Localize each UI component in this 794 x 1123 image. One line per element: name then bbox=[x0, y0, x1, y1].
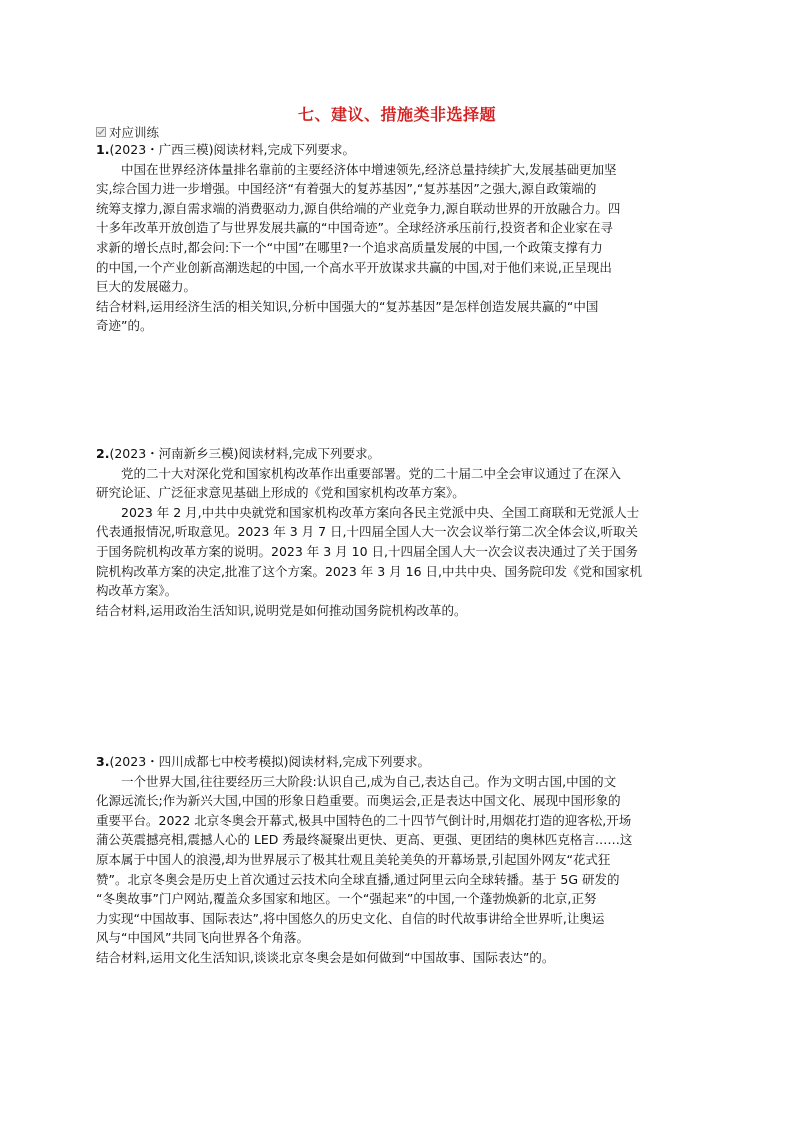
question-1 bbox=[96, 140, 696, 336]
question-source: (2023・四川成都七中校考模拟)阅读材料,完成下列要求。 bbox=[109, 754, 430, 769]
checkbox-icon bbox=[96, 127, 106, 137]
material-line: 蒲公英震撼亮相,震撼人心的 LED 秀最终凝聚出更快、更高、更强、更团结的奥林匹克格言……这 bbox=[96, 832, 633, 848]
material-line: 党的二十大对深化党和国家机构改革作出重要部署。党的二十届二中全会审议通过了在深入 bbox=[121, 465, 622, 481]
material-line: “冬奥故事”门户网站,覆盖众多国家和地区。一个“强起来”的中国,一个蓬勃焕新的北京,正努 bbox=[96, 891, 597, 907]
question-header bbox=[96, 752, 696, 772]
material-line: 赞”。北京冬奥会是历史上首次通过云技术向全球直播,通过阿里云向全球转播。基于 5G 研发的 bbox=[96, 871, 620, 887]
material-line: 实,综合国力进一步增强。中国经济“有着强大的复苏基因”,“复苏基因”之强大,源自政策端的 bbox=[96, 181, 597, 197]
material-line: 代表通报情况,听取意见。2023 年 3 月 7 日,十四届全国人大一次会议举行第二次全体会议,听取关 bbox=[96, 524, 639, 540]
material-line: 院机构改革方案的决定,批准了这个方案。2023 年 3 月 16 日,中共中央、国务院印发《党和国家机 bbox=[96, 563, 642, 579]
material-line: 中国在世界经济体量排名靠前的主要经济体中增速领先,经济总量持续扩大,发展基础更加坚 bbox=[121, 161, 617, 177]
training-label-row bbox=[96, 123, 159, 141]
material-line: 巨大的发展磁力。 bbox=[96, 279, 197, 295]
material-line: 统筹支撑力,源自需求端的消费驱动力,源自供给端的产业竞争力,源自联动世界的开放融合力。四 bbox=[96, 200, 621, 216]
task-line: 结合材料,运用经济生活的相关知识,分析中国强大的“复苏基因”是怎样创造发展共赢的“中国 bbox=[96, 298, 599, 314]
material-line: 原本属于中国人的浪漫,却为世界展示了极其壮观且美轮美奂的开幕场景,引起国外网友“花式狂 bbox=[96, 851, 611, 867]
question-number: 1. bbox=[96, 142, 110, 157]
material-line: 力实现“中国故事、国际表达”,将中国悠久的历史文化、自信的时代故事讲给全世界听,让奥运 bbox=[96, 910, 605, 926]
training-label: 对应训练 bbox=[109, 125, 160, 140]
question-2 bbox=[96, 444, 696, 620]
task-line: 结合材料,运用政治生活知识,说明党是如何推动国务院机构改革的。 bbox=[96, 602, 467, 618]
material-line: 重要平台。2022 北京冬奥会开幕式,极具中国特色的二十四节气倒计时,用烟花打造的迎客松,开场 bbox=[96, 812, 632, 828]
material-line: 的中国,一个产业创新高潮迭起的中国,一个高水平开放谋求共赢的中国,对于他们来说,正呈现出 bbox=[96, 259, 612, 275]
page-title: 七、建议、措施类非选择题 bbox=[297, 105, 496, 124]
material-line: 2023 年 2 月,中共中央就党和国家机构改革方案向各民主党派中央、全国工商联和无党派人士 bbox=[121, 504, 640, 520]
material-line: 求新的增长点时,都会问:下一个“中国”在哪里?一个追求高质量发展的中国,一个政策支撑有力 bbox=[96, 239, 603, 255]
material-line: 十多年改革开放创造了与世界发展共赢的“中国奇迹”。全球经济承压前行,投资者和企业家在寻 bbox=[96, 220, 613, 236]
question-source: (2023・河南新乡三模)阅读材料,完成下列要求。 bbox=[109, 446, 380, 461]
material-line: 研究论证、广泛征求意见基础上形成的《党和国家机构改革方案》。 bbox=[96, 485, 465, 501]
question-source: (2023・广西三模)阅读材料,完成下列要求。 bbox=[109, 142, 355, 157]
material-line: 构改革方案》。 bbox=[96, 583, 178, 599]
material-line: 风与“中国风”共同飞向世界各个角落。 bbox=[96, 930, 309, 946]
material-line: 于国务院机构改革方案的说明。2023 年 3 月 10 日,十四届全国人大一次会议表决通过了关于国务 bbox=[96, 543, 639, 559]
material-line: 一个世界大国,往往要经历三大阶段:认识自己,成为自己,表达自己。作为文明古国,中国的文 bbox=[121, 773, 617, 789]
question-number: 2. bbox=[96, 446, 110, 461]
task-line: 奇迹”的。 bbox=[96, 318, 153, 334]
question-header bbox=[96, 444, 696, 464]
task-line: 结合材料,运用文化生活知识,谈谈北京冬奥会是如何做到“中国故事、国际表达”的。 bbox=[96, 949, 555, 965]
question-header bbox=[96, 140, 696, 160]
material-line: 化源远流长;作为新兴大国,中国的形象日趋重要。而奥运会,正是表达中国文化、展现中国形象的 bbox=[96, 793, 621, 809]
question-number: 3. bbox=[96, 754, 110, 769]
question-3 bbox=[96, 752, 696, 968]
